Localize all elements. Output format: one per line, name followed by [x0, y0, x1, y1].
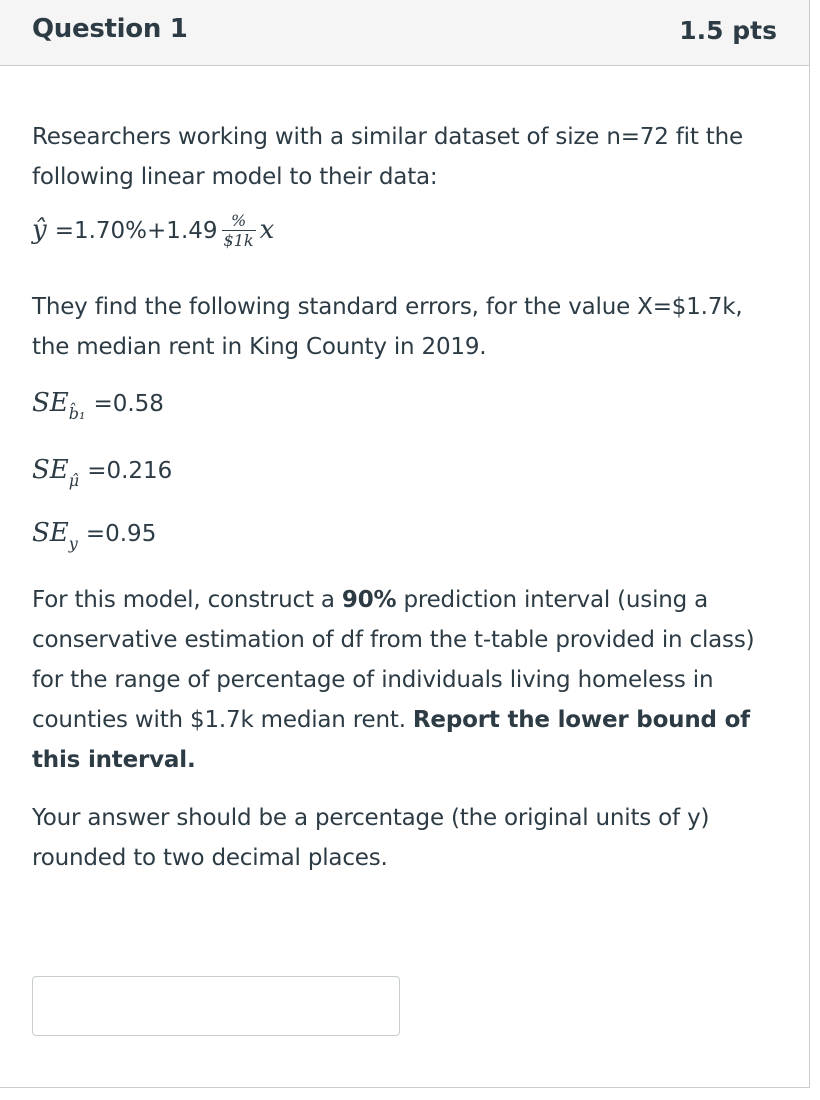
se-intro-line-1: They find the following standard errors, for the value X=$1.7k, [32, 294, 743, 320]
model-lhs: ŷ [32, 215, 47, 245]
se-b1-symbol: SE [32, 388, 69, 418]
task-line-5 [32, 740, 762, 780]
se-y-value: =0.95 [85, 521, 157, 547]
se-mu-symbol: SE [32, 455, 69, 485]
se-y-row [32, 518, 157, 553]
intro-paragraph [32, 117, 762, 197]
task-line-1-bold: 90% [341, 587, 397, 613]
se-mu-subscript: μ̂ [68, 471, 80, 490]
se-intro-paragraph [32, 287, 762, 367]
model-frac-num: % [222, 212, 256, 231]
intro-line-1: Researchers working with a similar dataset of size n=72 fit the [32, 124, 743, 150]
task-line-4 [32, 700, 762, 740]
task-line-2: conservative estimation of df from the t-table provided in class) [32, 627, 755, 653]
se-b1-row [32, 388, 164, 423]
task-line-4-a: counties with $1.7k median rent. [32, 707, 413, 733]
question-title: Question 1 [32, 14, 188, 44]
question-header [0, 0, 809, 66]
se-b1-value: =0.58 [93, 391, 164, 417]
task-paragraph [32, 580, 762, 780]
model-equation [32, 212, 274, 251]
se-mu-row [32, 455, 173, 490]
task-line-1-a: For this model, construct a [32, 587, 342, 613]
model-frac-den: $1k [223, 231, 254, 250]
intro-line-2: following linear model to their data: [32, 164, 438, 190]
answer-input[interactable] [32, 976, 400, 1036]
se-y-symbol: SE [32, 518, 69, 548]
task-line-5-bold: this interval. [32, 747, 196, 773]
task-line-1 [32, 580, 762, 620]
se-intro-line-2: the median rent in King County in 2019. [32, 334, 487, 360]
question-points: 1.5 pts [679, 16, 777, 45]
note-paragraph [32, 798, 762, 878]
task-line-1-b: prediction interval (using a [396, 587, 709, 613]
model-fraction [222, 212, 256, 251]
task-line-3: for the range of percentage of individuals living homeless in [32, 667, 714, 693]
note-line-1: Your answer should be a percentage (the original units of y) [32, 805, 710, 831]
se-y-subscript: y [68, 534, 78, 553]
se-mu-value: =0.216 [87, 458, 173, 484]
model-rhs-prefix: =1.70%+1.49 [54, 218, 218, 244]
note-line-2: rounded to two decimal places. [32, 845, 388, 871]
task-line-4-bold: Report the lower bound of [412, 707, 750, 733]
se-b1-subscript: b̂₁ [68, 404, 86, 423]
model-var: x [259, 215, 275, 245]
